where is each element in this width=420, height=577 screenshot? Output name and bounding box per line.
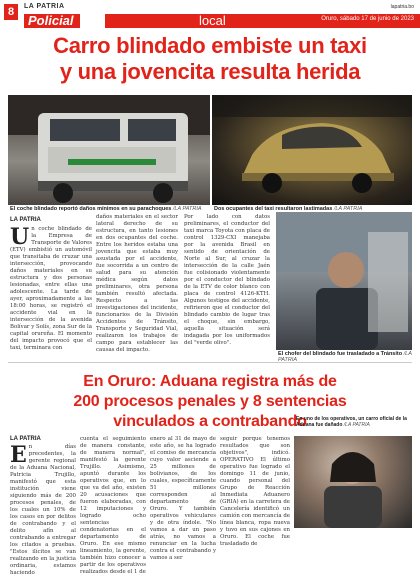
story2-headline-line2: 200 procesos penales y 8 sentencias: [73, 393, 347, 410]
brand-logo: [24, 3, 80, 29]
story2-column-1: [10, 442, 76, 576]
photo4-caption-text: En uno de los operativos, un carro oficial de la Aduana fue dañado: [296, 416, 407, 428]
story2-byline: LA PATRIA: [10, 436, 41, 442]
date-line: Oruro, sábado 17 de junio de 2023: [321, 16, 414, 22]
story1-headline-line2: y una jovencita resulta herida: [59, 59, 361, 84]
armored-truck-photo: [8, 95, 210, 205]
photo2-caption-text: Dos ocupantes del taxi resultaron lastimadas: [214, 206, 333, 212]
section-bar: [105, 14, 420, 28]
damaged-taxi-photo: [212, 95, 412, 205]
aduana-official-photo: [294, 436, 412, 528]
photo3-credit: /LA PATRIA: [278, 351, 412, 363]
story2-column-2: [80, 436, 146, 575]
story1-headline-line1: Carro blindado embiste un taxi: [53, 33, 367, 58]
photo2-credit: /LA PATRIA: [333, 206, 363, 212]
story1-column-2: [96, 214, 178, 362]
driver-photo: [276, 212, 412, 350]
site-url: lapatria.bo: [390, 4, 414, 10]
photo1-caption: [10, 206, 210, 212]
section-divider: [8, 362, 412, 363]
photo1-caption-text: El coche blindado reportó daños mínimos en su parachoques: [10, 206, 172, 212]
story1-col3-text: Por lado con datos preliminares, el conductor del taxi marca Toyota con placa de control 1329-CXI manejaba por la avenida Brasil en sentido de orientación de Norte al Sur, al cruzar la intersección de la calle Jaén fue colisionado violentamente por el conductor del blindado de la ETV de color blanco con placa de control 4126-KTH. Algunos testigos del accidente, refirieron que el conductor del blindado cambio de lugar tras el choque, sin embargo, aquella situación será indagada por los uniformados del "verde olivo".: [184, 214, 270, 346]
story2-col1-text: n días precedentes, la gerente regional de la Aduana Nacional, Patricia Trujillo, manifestó que esta institución viene siguiendo más de 200 procesos penales, de los cuales un 10% de los casos en por delitos de contrabando y el delito afín al contrabando a entregar los citados a pruebas. "Estos ilícitos se van realizando en la justicia ordinaria, estamos haciendo: [10, 444, 76, 576]
story1-dropcap: U: [10, 224, 30, 250]
photo4-caption: [296, 416, 414, 428]
photo1-credit: /LA PATRIA: [172, 206, 202, 212]
photo4-credit: /LA PATRIA: [343, 422, 370, 428]
story1-col2-text: daños materiales en el sector lateral derecho de su estructura, en tanto lesiones en dos ocupantes del coche. Entre los heridos estaba una jovencita que estaba muy asustada por el accidente, fue socorrida a un centro de salud para su atención médica según datos preliminares, otra persona también resultó afectada. Respecto a las investigaciones del incidente, funcionarios de la División Accidentes de Tránsito, Transporte y Seguridad Vial, realizaron los trabajos de campo para establecer las causas del impacto.: [96, 214, 178, 353]
story2-col2-text: cuenta el seguimiento de manera constante, de manera normal", manifestó la gerente Trujillo. Asimismo, apuntó durante los operativos que, en lo que va del año, existen 20 acusaciones que fueron elaboradas, con 12 imputaciones y logrado ocho sentencias condenatorias en el departamento de Oruro. En ese mismo lineamiento, la gerente, también hizo conocer a partir de los operativos realizados desde el 1 de: [80, 436, 146, 575]
masthead: [0, 0, 420, 30]
page-number: 8: [4, 4, 18, 20]
photo3-caption-text: El chofer del blindado fue trasladado a Tránsito: [278, 351, 403, 357]
story1-column-1: [10, 226, 92, 362]
story2-col4-text: seguir porque tenemos resultados que son objetivos", indicó. OPERATIVO El último operativo fue logrado el domingo 11 de junio, cuando personal del Grupo de Reacción Inmediata Aduanero (GRIA) en la carretera de Cancelería identificó un camión con mercancía de línea blanca, ropa nueva y tuvo en sus cajones en Oruro. El coche fue trasladado de: [220, 436, 290, 547]
story1-headline: [20, 33, 400, 85]
story2-column-4: [220, 436, 290, 547]
section-label: local: [199, 13, 226, 28]
story2-column-3: [150, 436, 216, 561]
story1-col1-text: n coche blindado de la Empresa de Transporte de Valores (ETV) embistió un automóvil que transitaba de cruzar una intersección, provocando daños materiales en su estructura y dos personas lesionadas, entre ellas una adolescente. La tarde de ayer, aproximadamente a las 18:00 horas, se registró el accidente vial en la intersección de la avenida Bolívar y Solís, zona Sur de la capital orureña. El momento del impacto provocó que el taxi, terminara con: [10, 226, 92, 351]
story1-byline: LA PATRIA: [10, 217, 41, 223]
story2-headline-line1: En Oruro: Aduana registra más de: [83, 373, 337, 390]
story2-dropcap: E: [10, 442, 27, 468]
story2-headline-line3: vinculados a contrabando: [113, 413, 307, 430]
brand-name: LA PATRIA: [24, 3, 65, 10]
brand-section: Policial: [24, 14, 80, 28]
story2-col3-text: enero al 31 de mayo de este año, se ha logrado el comiso de mercancía cuyo valor asciende a 25 millones de bolivianos, de los cuales, específicamente 51 millones corresponden al departamento de Oruro. Y también operativos vehiculares y de otra índole. "No vamos a dar un paso atrás, no vamos a renunciar en la lucha contra el contrabando y vamos a ser: [150, 436, 216, 561]
story1-column-3: [184, 214, 270, 362]
